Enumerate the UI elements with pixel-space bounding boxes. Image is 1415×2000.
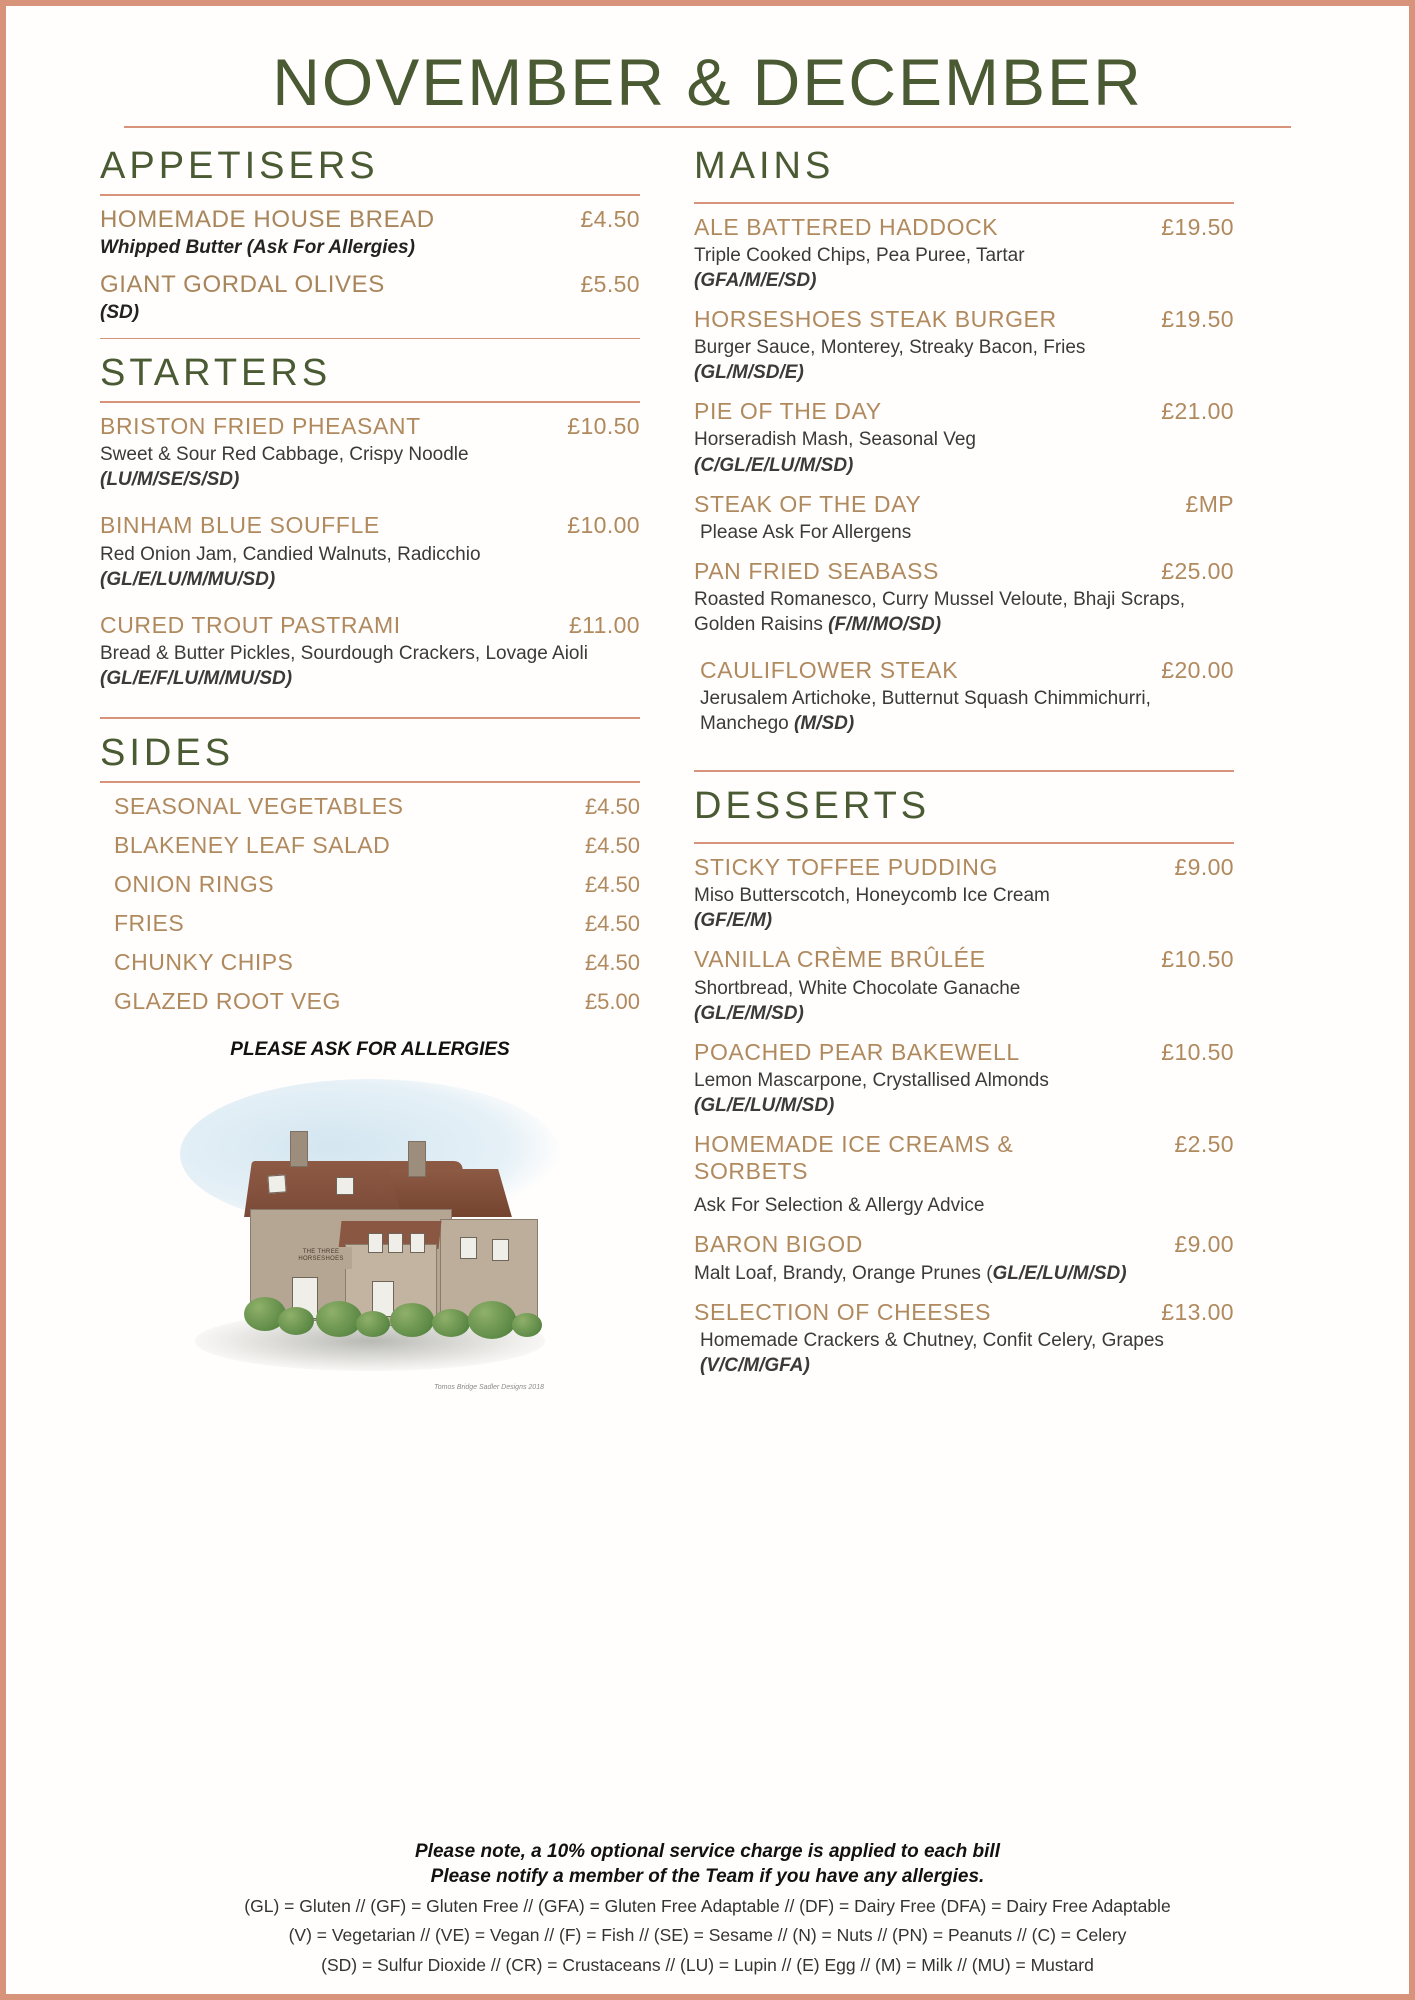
title-divider <box>124 126 1291 128</box>
list-item <box>100 871 640 898</box>
item-description: Burger Sauce, Monterey, Streaky Bacon, Fries <box>694 337 1086 359</box>
item-name: HOMEMADE HOUSE BREAD <box>100 205 435 233</box>
bush <box>316 1301 362 1337</box>
allergen-key-line-1: (GL) = Gluten // (GF) = Gluten Free // (GFA) = Gluten Free Adaptable // (DF) = Dairy Free (DFA) = Dairy Free Adaptable <box>244 1895 1171 1916</box>
item-price: £MP <box>1185 490 1234 517</box>
item-name: GLAZED ROOT VEG <box>114 987 341 1014</box>
pub-illustration <box>140 1069 600 1399</box>
item-name: BARON BIGOD <box>694 1231 863 1258</box>
menu-item <box>694 398 1234 477</box>
item-name: HOMEMADE ICE CREAMS & SORBETS <box>694 1131 1014 1185</box>
item-description: Shortbread, White Chocolate Ganache <box>694 977 1021 999</box>
item-allergens: GL/E/LU/M/SD) <box>992 1262 1127 1284</box>
item-allergens: (M/SD) <box>794 713 855 735</box>
section-heading-starters: STARTERS <box>100 352 332 395</box>
item-description: Horseradish Mash, Seasonal Veg <box>694 429 976 451</box>
window <box>336 1177 354 1195</box>
menu-item <box>100 413 640 492</box>
item-price: £19.50 <box>1161 213 1234 240</box>
item-name: CHUNKY CHIPS <box>114 948 294 975</box>
section-heading-appetisers: APPETISERS <box>100 145 379 187</box>
list-item <box>100 988 640 1015</box>
item-allergens: (GL/E/LU/M/SD) <box>694 1094 835 1116</box>
item-allergens: (GL/E/M/SD) <box>694 1002 804 1024</box>
item-description: Sweet & Sour Red Cabbage, Crispy Noodle <box>100 444 469 466</box>
menu-item <box>694 214 1234 293</box>
section-divider <box>100 717 640 719</box>
section-appetisers <box>100 146 640 339</box>
page-title: NOVEMBER & DECEMBER <box>272 45 1143 119</box>
item-name: CURED TROUT PASTRAMI <box>100 611 401 638</box>
item-description: Red Onion Jam, Candied Walnuts, Radicchio <box>100 543 481 565</box>
menu-item <box>694 854 1234 933</box>
right-column <box>694 146 1234 1399</box>
section-heading-sides: SIDES <box>100 731 235 774</box>
item-description: Miso Butterscotch, Honeycomb Ice Cream <box>694 885 1050 907</box>
item-price: £4.50 <box>584 910 640 936</box>
item-name: GIANT GORDAL OLIVES <box>100 270 385 298</box>
item-allergens: (GFA/M/E/SD) <box>694 270 817 291</box>
item-description: Bread & Butter Pickles, Sourdough Crackers, Lovage Aioli <box>100 642 588 664</box>
item-price: £25.00 <box>1161 557 1234 584</box>
item-allergens: (V/C/M/GFA) <box>700 1354 810 1376</box>
item-name: PIE OF THE DAY <box>694 398 882 425</box>
menu-item <box>694 1039 1234 1118</box>
item-allergens: (SD) <box>100 302 140 324</box>
item-description: Whipped Butter (Ask For Allergies) <box>100 237 415 259</box>
item-name: ALE BATTERED HADDOCK <box>694 213 999 240</box>
item-price: £4.50 <box>584 949 640 975</box>
menu-item <box>694 306 1234 385</box>
menu-item <box>694 1231 1234 1285</box>
item-allergens: (LU/M/SE/S/SD) <box>100 469 240 491</box>
menu-columns <box>52 146 1363 1399</box>
item-price: £4.50 <box>584 793 640 819</box>
section-divider <box>694 202 1234 204</box>
left-column <box>100 146 640 1399</box>
service-charge-note: Please note, a 10% optional service charge is applied to each bill <box>415 1840 1000 1862</box>
item-name: FRIES <box>114 909 185 936</box>
item-price: £2.50 <box>1174 1131 1234 1158</box>
item-name: HORSESHOES STEAK BURGER <box>694 306 1057 333</box>
item-price: £10.50 <box>1161 1038 1234 1065</box>
section-desserts <box>694 786 1234 1377</box>
section-sides <box>100 733 640 1399</box>
allergen-key-line-3: (SD) = Sulfur Dioxide // (CR) = Crustaceans // (LU) = Lupin // (E) Egg // (M) = Milk // (MU) = Mustard <box>321 1954 1094 1975</box>
menu-item <box>694 1131 1234 1218</box>
section-divider <box>694 770 1234 772</box>
allergies-note: PLEASE ASK FOR ALLERGIES <box>230 1038 510 1060</box>
window <box>388 1233 403 1253</box>
item-description: Jerusalem Artichoke, Butternut Squash Chimmichurri, Manchego <box>700 688 1151 735</box>
item-price: £4.50 <box>580 205 640 232</box>
menu-item <box>694 657 1234 736</box>
list-item <box>100 793 640 820</box>
item-price: £9.00 <box>1174 1231 1234 1258</box>
item-price: £4.50 <box>584 832 640 858</box>
item-price: £19.50 <box>1161 306 1234 333</box>
section-divider <box>100 338 640 340</box>
illustration-credit: Tomos Bridge Sadler Designs 2018 <box>434 1383 544 1391</box>
item-name: BINHAM BLUE SOUFFLE <box>100 512 380 539</box>
section-mains <box>694 146 1234 736</box>
window <box>410 1233 425 1253</box>
bush <box>432 1309 470 1337</box>
item-allergens: (GF/E/M) <box>694 910 773 932</box>
menu-item <box>694 946 1234 1025</box>
section-divider <box>100 781 640 783</box>
item-name: ONION RINGS <box>114 870 275 897</box>
section-divider <box>694 842 1234 844</box>
chimney-icon <box>290 1131 308 1167</box>
item-price: £10.00 <box>567 512 640 539</box>
item-price: £5.50 <box>580 270 640 297</box>
item-name: SELECTION OF CHEESES <box>694 1298 992 1325</box>
item-description: Ask For Selection & Allergy Advice <box>694 1195 985 1217</box>
item-description: Roasted Romanesco, Curry Mussel Veloute, Bhaji Scraps, Golden Raisins <box>694 588 1186 636</box>
menu-item <box>100 206 640 261</box>
item-name: CAULIFLOWER STEAK <box>700 657 959 684</box>
pub-sign-text: THE THREE HORSESHOES <box>298 1248 344 1263</box>
item-description: Lemon Mascarpone, Crystallised Almonds <box>694 1069 1049 1091</box>
section-starters <box>100 353 640 691</box>
item-name: SEASONAL VEGETABLES <box>114 792 404 819</box>
list-item <box>100 832 640 859</box>
item-price: £9.00 <box>1174 854 1234 881</box>
item-price: £20.00 <box>1161 657 1234 684</box>
list-item <box>100 949 640 976</box>
section-heading-desserts: DESSERTS <box>694 785 931 828</box>
item-price: £5.00 <box>584 988 640 1014</box>
item-name: PAN FRIED SEABASS <box>694 557 939 584</box>
item-name: BRISTON FRIED PHEASANT <box>100 413 421 440</box>
window <box>492 1239 509 1261</box>
list-item <box>100 910 640 937</box>
menu-item <box>100 612 640 691</box>
item-name: POACHED PEAR BAKEWELL <box>694 1038 1020 1065</box>
item-price: £4.50 <box>584 871 640 897</box>
item-name: VANILLA CRÈME BRÛLÉE <box>694 946 986 973</box>
item-price: £21.00 <box>1161 398 1234 425</box>
bush <box>390 1303 434 1337</box>
chimney-icon <box>408 1141 426 1177</box>
window <box>460 1237 477 1259</box>
item-allergens: (GL/M/SD/E) <box>694 362 804 384</box>
bush <box>512 1313 542 1337</box>
item-allergens: (GL/E/F/LU/M/MU/SD) <box>100 667 293 689</box>
section-divider <box>100 194 640 196</box>
bush <box>468 1301 516 1339</box>
bush <box>356 1311 390 1337</box>
menu-item <box>694 491 1234 545</box>
item-name: STICKY TOFFEE PUDDING <box>694 854 998 881</box>
item-price: £11.00 <box>568 611 640 638</box>
item-description: Triple Cooked Chips, Pea Puree, Tartar <box>694 244 1025 266</box>
menu-item <box>694 558 1234 637</box>
item-name: STEAK OF THE DAY <box>694 490 922 517</box>
sides-list <box>100 793 640 1015</box>
window <box>267 1174 286 1193</box>
item-allergens: (C/GL/E/LU/M/SD) <box>694 454 854 476</box>
item-allergens: (F/M/MO/SD) <box>828 614 942 636</box>
section-divider <box>100 401 640 403</box>
allergen-key-line-2: (V) = Vegetarian // (VE) = Vegan // (F) = Fish // (SE) = Sesame // (N) = Nuts // (PN) = Peanuts // (C) = Celery <box>288 1925 1127 1946</box>
footer <box>52 1839 1363 1978</box>
item-price: £10.50 <box>1161 946 1234 973</box>
section-heading-mains: MAINS <box>694 145 835 187</box>
pub-sign <box>290 1247 352 1269</box>
item-description: Homemade Crackers & Chutney, Confit Celery, Grapes <box>700 1329 1164 1351</box>
allergy-note: Please notify a member of the Team if you have any allergies. <box>430 1866 985 1888</box>
item-name: BLAKENEY LEAF SALAD <box>114 831 391 858</box>
item-price: £10.50 <box>567 413 640 440</box>
item-allergens: (GL/E/LU/M/MU/SD) <box>100 568 276 590</box>
item-description: Malt Loaf, Brandy, Orange Prunes ( <box>694 1262 993 1284</box>
window <box>368 1233 383 1253</box>
menu-item <box>100 271 640 326</box>
menu-item <box>694 1299 1234 1378</box>
menu-item <box>100 512 640 591</box>
item-price: £13.00 <box>1161 1298 1234 1325</box>
bush <box>278 1307 314 1335</box>
item-description: Please Ask For Allergens <box>700 521 912 543</box>
